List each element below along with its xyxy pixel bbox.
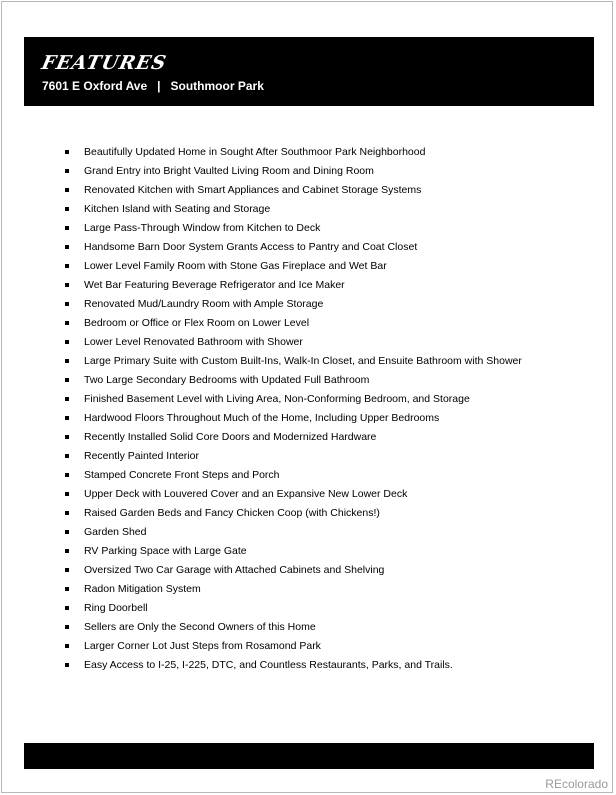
- bullet-icon: [65, 492, 69, 496]
- feature-item: [62, 638, 582, 657]
- feature-text: Beautifully Updated Home in Sought After Southmoor Park Neighborhood: [84, 146, 426, 158]
- bullet-icon: [65, 530, 69, 534]
- bullet-icon: [65, 454, 69, 458]
- bullet-icon: [65, 340, 69, 344]
- bullet-icon: [65, 226, 69, 230]
- feature-item: [62, 505, 582, 524]
- feature-item: [62, 277, 582, 296]
- feature-item: [62, 486, 582, 505]
- feature-text: Stamped Concrete Front Steps and Porch: [84, 469, 280, 481]
- bullet-icon: [65, 606, 69, 610]
- feature-text: Sellers are Only the Second Owners of this Home: [84, 621, 316, 633]
- feature-item: [62, 258, 582, 277]
- feature-text: Kitchen Island with Seating and Storage: [84, 203, 271, 215]
- feature-text: Renovated Kitchen with Smart Appliances and Cabinet Storage Systems: [84, 184, 422, 196]
- bullet-icon: [65, 283, 69, 287]
- bullet-icon: [65, 321, 69, 325]
- feature-item: [62, 543, 582, 562]
- bullet-icon: [65, 568, 69, 572]
- bullet-icon: [65, 663, 69, 667]
- feature-text: Handsome Barn Door System Grants Access to Pantry and Coat Closet: [84, 241, 418, 253]
- bullet-icon: [65, 644, 69, 648]
- feature-item: [62, 581, 582, 600]
- feature-text: Two Large Secondary Bedrooms with Updated Full Bathroom: [84, 374, 370, 386]
- bullet-icon: [65, 378, 69, 382]
- feature-text: Ring Doorbell: [84, 602, 148, 614]
- feature-item: [62, 391, 582, 410]
- feature-text: Lower Level Family Room with Stone Gas Fireplace and Wet Bar: [84, 260, 387, 272]
- feature-item: [62, 239, 582, 258]
- bullet-icon: [65, 264, 69, 268]
- feature-item: [62, 467, 582, 486]
- bullet-icon: [65, 511, 69, 515]
- feature-item: [62, 220, 582, 239]
- feature-text: Garden Shed: [84, 526, 147, 538]
- feature-text: Wet Bar Featuring Beverage Refrigerator and Ice Maker: [84, 279, 345, 291]
- bullet-icon: [65, 245, 69, 249]
- feature-text: Raised Garden Beds and Fancy Chicken Coop (with Chickens!): [84, 507, 380, 519]
- feature-item: [62, 315, 582, 334]
- feature-text: Larger Corner Lot Just Steps from Rosamond Park: [84, 640, 321, 652]
- feature-item: [62, 562, 582, 581]
- feature-item: [62, 600, 582, 619]
- header-address: 7601 E Oxford Ave | Southmoor Park: [42, 79, 264, 93]
- feature-item: [62, 429, 582, 448]
- feature-item: [62, 448, 582, 467]
- feature-item: [62, 657, 582, 676]
- feature-text: Large Primary Suite with Custom Built-Ins, Walk-In Closet, and Ensuite Bathroom with Shower: [84, 355, 522, 367]
- bullet-icon: [65, 359, 69, 363]
- bullet-icon: [65, 188, 69, 192]
- feature-text: Lower Level Renovated Bathroom with Shower: [84, 336, 303, 348]
- bullet-icon: [65, 587, 69, 591]
- feature-text: RV Parking Space with Large Gate: [84, 545, 247, 557]
- bullet-icon: [65, 207, 69, 211]
- feature-item: [62, 334, 582, 353]
- feature-item: [62, 524, 582, 543]
- features-list: [62, 144, 582, 676]
- feature-item: [62, 372, 582, 391]
- bullet-icon: [65, 549, 69, 553]
- feature-item: [62, 296, 582, 315]
- bullet-icon: [65, 169, 69, 173]
- feature-item: [62, 163, 582, 182]
- feature-text: Upper Deck with Louvered Cover and an Expansive New Lower Deck: [84, 488, 408, 500]
- feature-item: [62, 353, 582, 372]
- feature-text: Finished Basement Level with Living Area, Non-Conforming Bedroom, and Storage: [84, 393, 470, 405]
- feature-text: Large Pass-Through Window from Kitchen to Deck: [84, 222, 321, 234]
- feature-text: Bedroom or Office or Flex Room on Lower Level: [84, 317, 310, 329]
- bullet-icon: [65, 302, 69, 306]
- bullet-icon: [65, 150, 69, 154]
- bullet-icon: [65, 625, 69, 629]
- feature-text: Easy Access to I-25, I-225, DTC, and Countless Restaurants, Parks, and Trails.: [84, 659, 453, 671]
- feature-text: Oversized Two Car Garage with Attached Cabinets and Shelving: [84, 564, 385, 576]
- bullet-icon: [65, 473, 69, 477]
- bullet-icon: [65, 416, 69, 420]
- feature-text: Renovated Mud/Laundry Room with Ample Storage: [84, 298, 324, 310]
- feature-text: Recently Installed Solid Core Doors and Modernized Hardware: [84, 431, 377, 443]
- feature-item: [62, 619, 582, 638]
- feature-text: Recently Painted Interior: [84, 450, 199, 462]
- feature-item: [62, 182, 582, 201]
- header-title: FEATURES: [39, 52, 169, 74]
- bullet-icon: [65, 435, 69, 439]
- feature-text: Radon Mitigation System: [84, 583, 201, 595]
- feature-item: [62, 410, 582, 429]
- header-band: [24, 37, 594, 106]
- feature-text: Hardwood Floors Throughout Much of the Home, Including Upper Bedrooms: [84, 412, 440, 424]
- feature-text: Grand Entry into Bright Vaulted Living Room and Dining Room: [84, 165, 374, 177]
- bullet-icon: [65, 397, 69, 401]
- footer-band: [24, 743, 594, 769]
- feature-item: [62, 144, 582, 163]
- watermark: REcolorado: [545, 777, 608, 791]
- feature-item: [62, 201, 582, 220]
